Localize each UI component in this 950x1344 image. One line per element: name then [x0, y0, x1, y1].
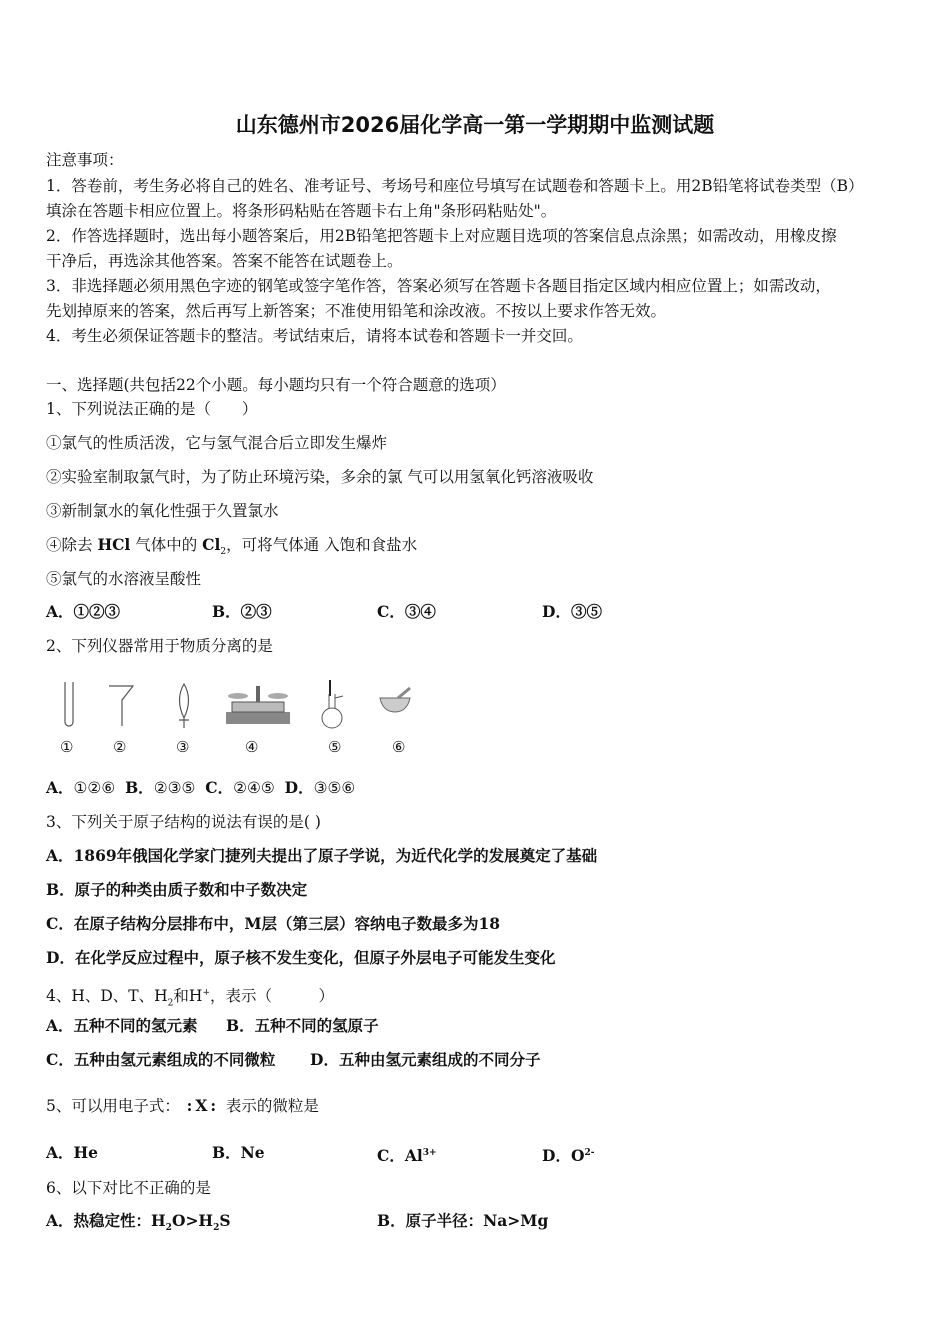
v: O: [570, 1146, 585, 1166]
t: ，可将气体通 入饱和食盐水: [226, 536, 418, 554]
q3-option-c: C．在原子结构分层排布中，M层（第三层）容纳电子数最多为18: [46, 914, 501, 933]
q1-item: ⑤氯气的水溶液呈酸性: [46, 570, 202, 588]
opt-value: ②④⑤: [233, 779, 275, 797]
q1-option-c: C．③④: [377, 602, 436, 621]
subscript: 2: [167, 998, 174, 1009]
v: Ne: [240, 1143, 265, 1162]
notes-heading: 注意事项：: [46, 151, 124, 169]
separatory-funnel-icon: [170, 680, 230, 730]
charge: 2-: [584, 1148, 595, 1158]
q1-item: ①氯气的性质活泼，它与氢气混合后立即发生爆炸: [46, 434, 388, 452]
formula: HCl: [97, 535, 131, 554]
l: D．: [542, 1146, 571, 1166]
subscript: 2: [220, 547, 227, 558]
q1-option-d: D．③⑤: [542, 602, 602, 621]
instrument-label: ①: [60, 738, 74, 756]
note-line: 干净后，再选涂其他答案。答案不能答在试题卷上。: [46, 252, 403, 270]
formula: Cl: [202, 535, 221, 554]
note-line: 先划掉原来的答案，然后再写上新答案；不准使用铅笔和涂改液。不按以上要求作答无效。: [46, 302, 667, 320]
q3-option-b: B．原子的种类由质子数和中子数决定: [46, 880, 308, 899]
opt-letter: C．: [205, 778, 234, 797]
opt-letter: A．: [46, 778, 74, 797]
q1-item: ③新制氯水的氧化性强于久置氯水: [46, 502, 279, 520]
electron-symbol: X: [195, 1096, 211, 1115]
instrument-label: ②: [113, 738, 127, 756]
opt-value: ①②⑥: [73, 779, 116, 797]
v: Al: [404, 1146, 423, 1166]
instrument-label: ③: [176, 738, 190, 756]
distillation-flask-icon: [318, 680, 378, 730]
q3-option-d: D．在化学反应过程中，原子核不发生变化，但原子外层电子可能发生变化: [46, 948, 556, 967]
superscript: +: [202, 988, 210, 998]
t: O>H: [171, 1211, 214, 1230]
q6-option-a: [46, 1211, 231, 1238]
v: He: [73, 1143, 99, 1162]
note-line: 3．非选择题必须用黑色字迹的钢笔或签字笔作答，答案必须写在答题卡各题目指定区域内相应位置上；如需改动，: [46, 277, 831, 295]
q4-option-b: B．五种不同的氢原子: [226, 1016, 379, 1035]
q5-option-b: [212, 1143, 265, 1163]
t: ④除去: [46, 536, 98, 554]
q1-option-a: A．①②③: [46, 602, 121, 621]
l: C．: [377, 1146, 405, 1166]
page-title: 山东德州市2026届化学高一第一学期期中监测试题: [235, 113, 715, 137]
q4-stem: [46, 983, 334, 1013]
q5-option-a: [46, 1143, 98, 1163]
q3-option-a: A．1869年俄国化学家门捷列夫提出了原子学说，为近代化学的发展奠定了基础: [46, 846, 598, 865]
instrument-label: ④: [245, 738, 259, 756]
q4-option-a: A．五种不同的氢元素: [46, 1016, 198, 1035]
funnel-icon: [105, 680, 165, 730]
t: ，表示（ ）: [209, 987, 334, 1006]
t: 气体中的: [130, 536, 203, 554]
balance-icon: [224, 680, 294, 730]
t: 表示的微粒是: [225, 1097, 319, 1115]
t: 5、可以用电子式：: [46, 1097, 180, 1115]
q5-option-c: [377, 1143, 437, 1166]
opt-value: ③⑤⑥: [313, 779, 356, 797]
q2-stem: 2、下列仪器常用于物质分离的是: [46, 637, 273, 655]
t: S: [219, 1211, 231, 1230]
t: 4、H、D、T、H: [46, 987, 168, 1006]
q1-item: [46, 535, 417, 562]
opt-letter: D．: [284, 778, 314, 797]
q1-stem: 1、下列说法正确的是（ ）: [46, 400, 258, 418]
note-line: 1．答卷前，考生务必将自己的姓名、准考证号、考场号和座位号填写在试题卷和答题卡上。用2B铅笔将试卷类型（B）: [46, 177, 864, 195]
q3-stem: 3、下列关于原子结构的说法有误的是( ): [46, 813, 321, 831]
q1-item: ②实验室制取氯气时，为了防止环境污染，多余的氯 气可以用氢氧化钙溶液吸收: [46, 468, 594, 486]
note-line: 4．考生必须保证答题卡的整洁。考试结束后，请将本试卷和答题卡一并交回。: [46, 327, 583, 345]
l: B．: [212, 1143, 241, 1162]
note-line: 填涂在答题卡相应位置上。将条形码粘贴在答题卡右上角"条形码粘贴处"。: [46, 202, 557, 220]
q4-option-c: C．五种由氢元素组成的不同微粒: [46, 1050, 276, 1069]
opt-letter: B．: [125, 778, 154, 797]
q5-option-d: [542, 1143, 594, 1166]
q2-options: [46, 778, 355, 798]
q6-stem: 6、以下对比不正确的是: [46, 1179, 211, 1197]
q4-option-d: D．五种由氢元素组成的不同分子: [310, 1050, 541, 1069]
instrument-label: ⑥: [392, 738, 406, 756]
opt-value: ②③⑤: [153, 779, 196, 797]
q6-option-b: B．原子半径：Na>Mg: [377, 1211, 549, 1230]
t: 和H: [173, 987, 203, 1006]
charge: 3+: [422, 1148, 437, 1158]
section-heading: 一、选择题(共包括22个小题。每小题均只有一个符合题意的选项）: [46, 376, 506, 394]
note-line: 2．作答选择题时，选出每小题答案后，用2B铅笔把答题卡上对应题目选项的答案信息点涂黑；如需改动，用橡皮擦: [46, 227, 837, 245]
instrument-label: ⑤: [328, 738, 342, 756]
t: A．热稳定性：H: [46, 1211, 166, 1230]
subscript: 2: [165, 1223, 172, 1234]
electron-dot-formula: :X:: [186, 1096, 220, 1115]
subscript: 2: [213, 1223, 220, 1234]
mortar-icon: [378, 680, 438, 730]
q5-stem: [46, 1096, 319, 1116]
l: A．: [46, 1143, 74, 1162]
q1-option-b: B．②③: [212, 602, 272, 621]
